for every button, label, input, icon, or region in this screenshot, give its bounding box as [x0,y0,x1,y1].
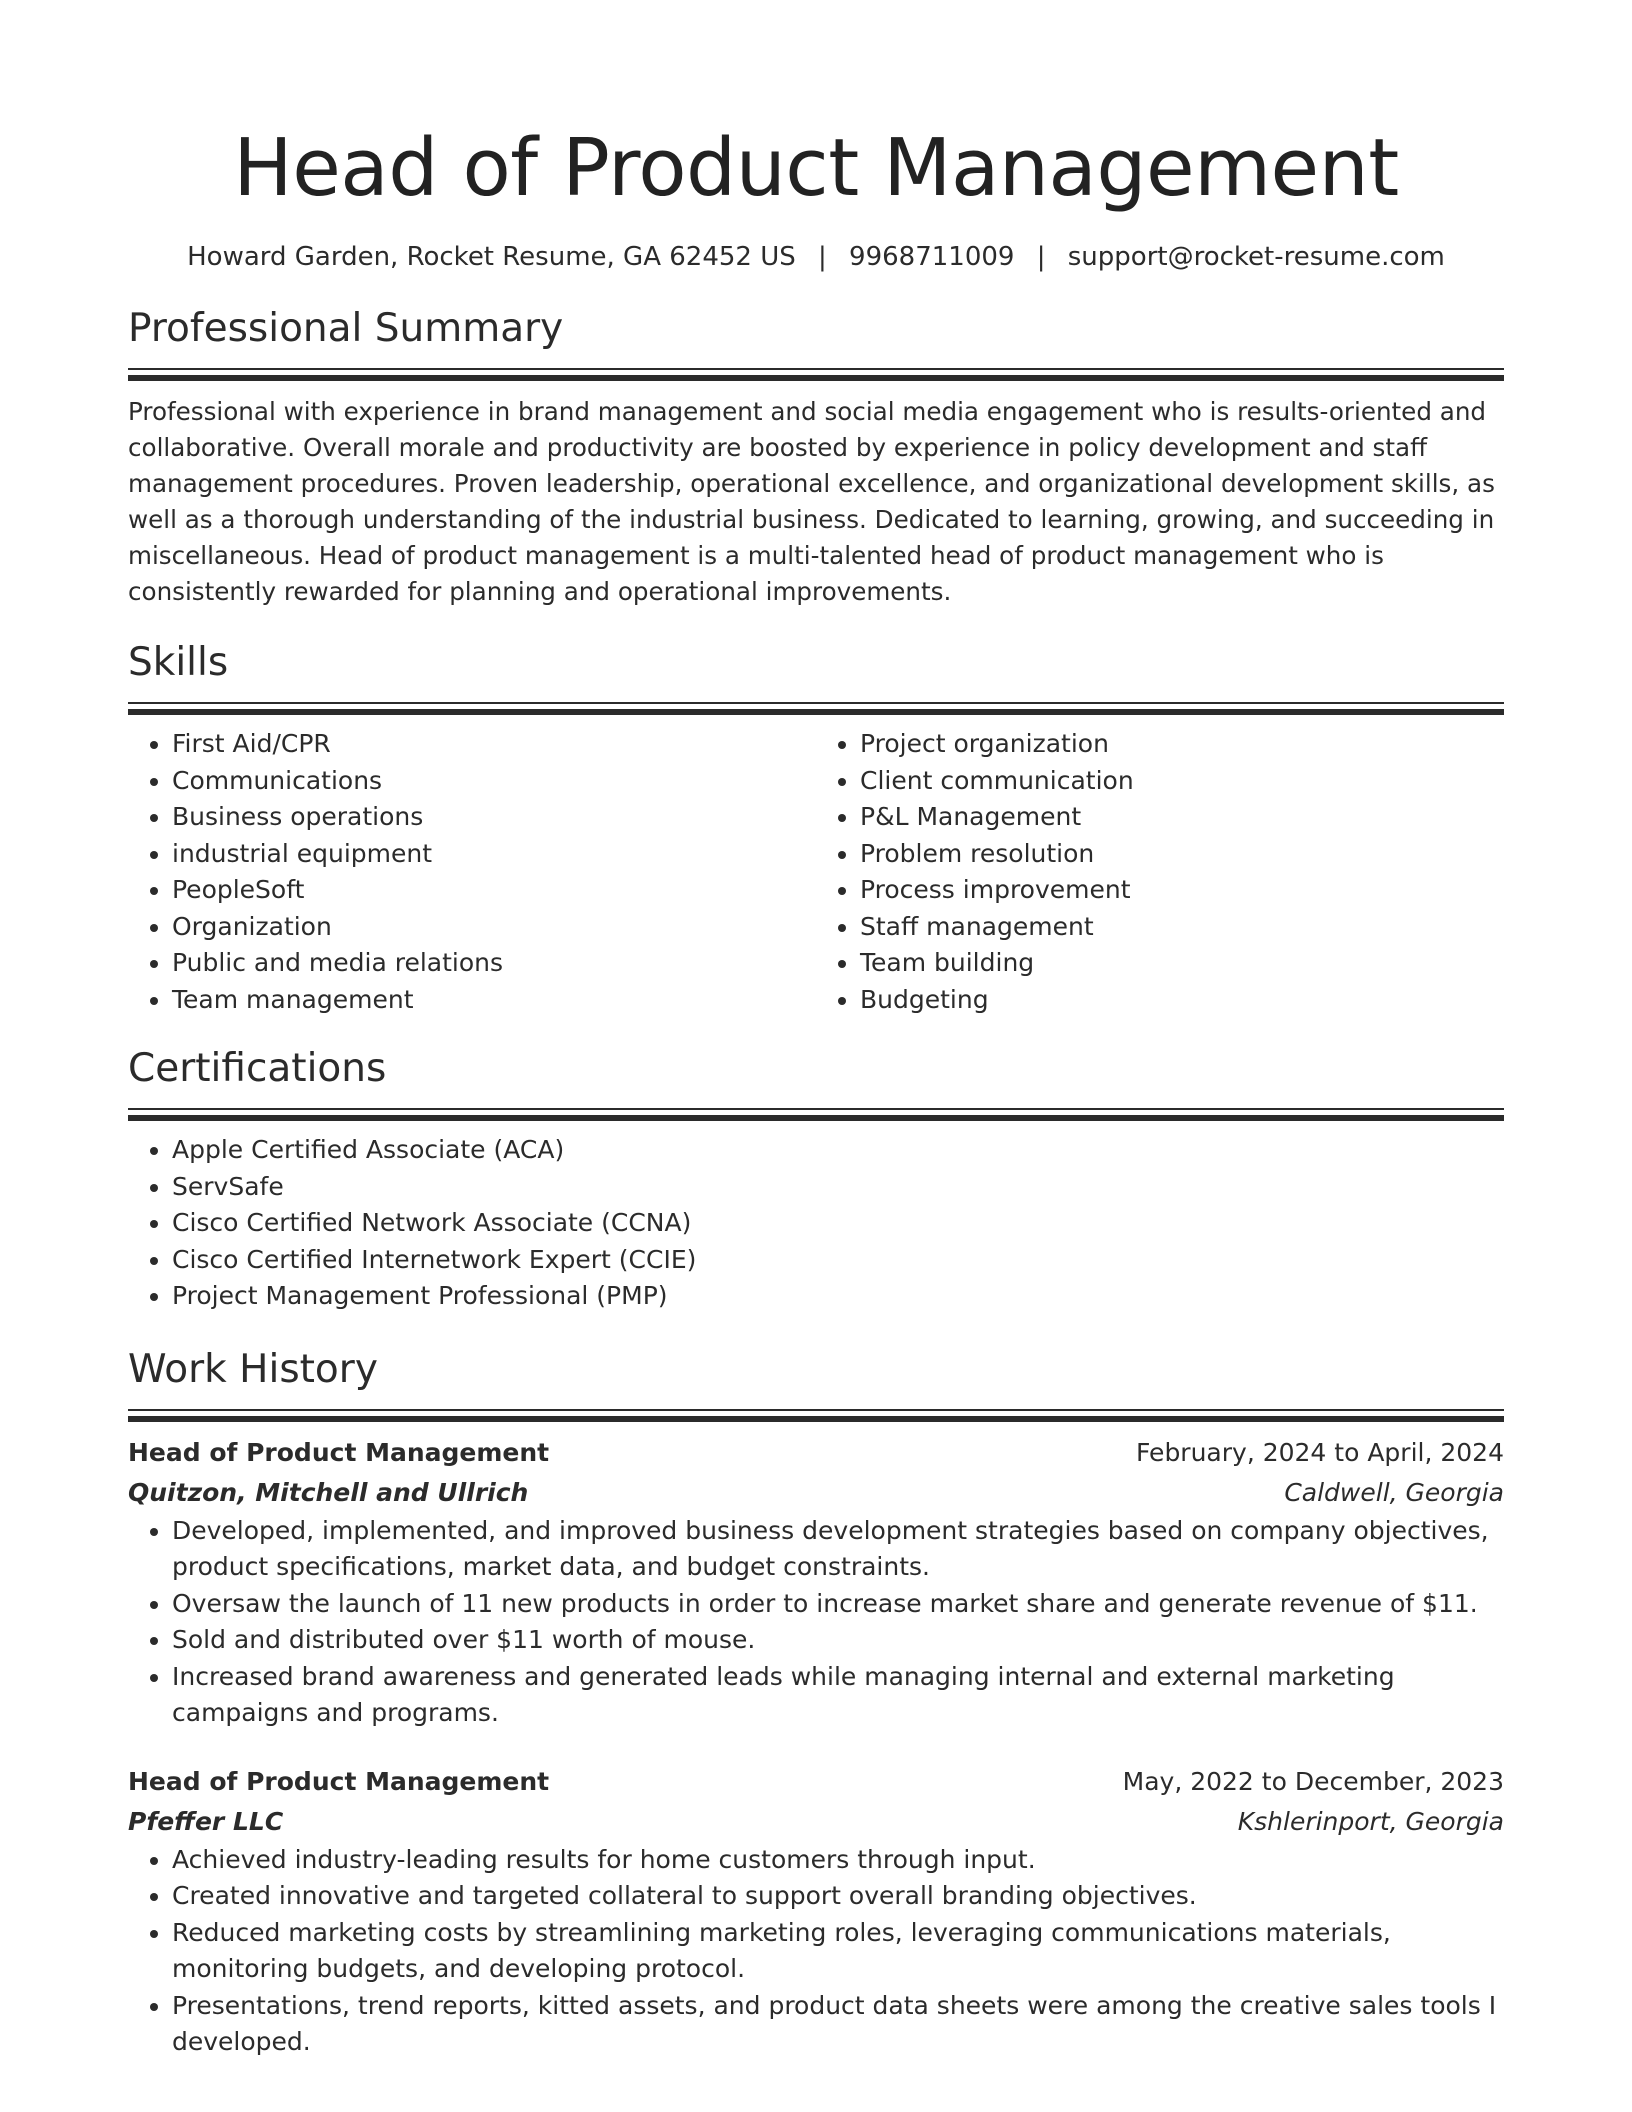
certifications-heading: Certifications [128,1046,387,1091]
job-bullet: • Increased brand awareness and generated leads while managing internal and external marketing campaigns and programs. [172,1659,1504,1732]
job-bullet: • Sold and distributed over $11 worth of mouse. [172,1622,1504,1659]
skill-item: • Public and media relations [172,945,816,982]
work-history-heading: Work History [128,1346,378,1392]
job-dates: May, 2022 to December, 2023 [1122,1766,1504,1796]
job-location: Caldwell, Georgia [1284,1477,1504,1507]
job-bullet: • Developed, implemented, and improved business development strategies based on company objectives, product specifications, market data, and budget constraints. [172,1513,1504,1586]
skill-item: • Team management [172,982,816,1019]
certification-item: • Cisco Certified Internetwork Expert (CCIE) [172,1242,1504,1279]
job-title: Head of Product Management [128,1437,550,1467]
certification-item: • ServSafe [172,1169,1504,1206]
contact-address: Howard Garden, Rocket Resume, GA 62452 US [187,242,796,272]
skills-section [128,638,1504,1018]
contact-phone: 9968711009 [849,242,1015,272]
contact-separator: | [818,242,827,272]
job-company: Quitzon, Mitchell and Ullrich [128,1477,529,1507]
skill-item: • First Aid/CPR [172,726,816,763]
skill-item: • PeopleSoft [172,872,816,909]
job-entry [128,1762,1504,2061]
skills-column-right [816,726,1504,1018]
job-location: Kshlerinport, Georgia [1237,1806,1504,1836]
job-bullet: • Oversaw the launch of 11 new products in order to increase market share and generate revenue of $11. [172,1586,1504,1623]
skill-item: • Process improvement [860,872,1504,909]
skill-item: • Staff management [860,909,1504,946]
certifications-section [128,1044,1504,1315]
job-entry [128,1433,1504,1732]
job-header [128,1433,1504,1473]
skills-list-right [816,726,1504,1018]
skills-columns [128,726,1504,1018]
skill-item: • P&L Management [860,799,1504,836]
skills-heading: Skills [128,640,229,685]
skill-item: • Organization [172,909,816,946]
section-divider [128,1108,1504,1120]
skill-item: • industrial equipment [172,836,816,873]
contact-line [128,240,1504,274]
job-title: Head of Product Management [128,1766,550,1796]
job-subheader [128,1473,1504,1513]
section-divider [128,1409,1504,1421]
skill-item: • Communications [172,763,816,800]
summary-section [128,304,1504,610]
certification-item: • Cisco Certified Network Associate (CCNA) [172,1205,1504,1242]
skill-item: • Project organization [860,726,1504,763]
skill-item: • Problem resolution [860,836,1504,873]
skill-item: • Team building [860,945,1504,982]
job-subheader [128,1802,1504,1842]
skill-item: • Budgeting [860,982,1504,1019]
job-bullet: • Presentations, trend reports, kitted assets, and product data sheets were among the creative sales tools I developed. [172,1988,1504,2061]
skill-item: • Client communication [860,763,1504,800]
job-header [128,1762,1504,1802]
job-company: Pfeffer LLC [128,1806,284,1836]
certification-item: • Project Management Professional (PMP) [172,1278,1504,1315]
job-bullet: • Achieved industry-leading results for home customers through input. [172,1842,1504,1879]
contact-email: support@rocket-resume.com [1067,242,1445,272]
section-divider [128,702,1504,714]
section-divider [128,368,1504,380]
job-bullets [128,1842,1504,2061]
skill-item: • Business operations [172,799,816,836]
certification-item: • Apple Certified Associate (ACA) [172,1132,1504,1169]
job-dates: February, 2024 to April, 2024 [1136,1437,1504,1467]
summary-heading: Professional Summary [128,306,564,351]
contact-separator: | [1036,242,1046,272]
certifications-list [128,1132,1504,1315]
skills-column-left [128,726,816,1018]
job-bullet: • Created innovative and targeted collateral to support overall branding objectives. [172,1878,1504,1915]
job-bullets [128,1513,1504,1732]
work-history-section [128,1345,1504,2061]
skills-list-left [128,726,816,1018]
summary-text: Professional with experience in brand management and social media engagement who is results-oriented and collaborative. Overall morale and productivity are boosted by experience in policy development and staff management procedures. Proven leadership, operational excellence, and organizational development skills, as well as a thorough understanding of the industrial business. Dedicated to learning, growing, and succeeding in miscellaneous. Head of product management is a multi-talented head of product management who is consistently rewarded for planning and operational improvements. [128,397,1495,606]
resume-title: Head of Product Management [233,122,1399,214]
job-bullet: • Reduced marketing costs by streamlining marketing roles, leveraging communications materials, monitoring budgets, and developing protocol. [172,1915,1504,1988]
